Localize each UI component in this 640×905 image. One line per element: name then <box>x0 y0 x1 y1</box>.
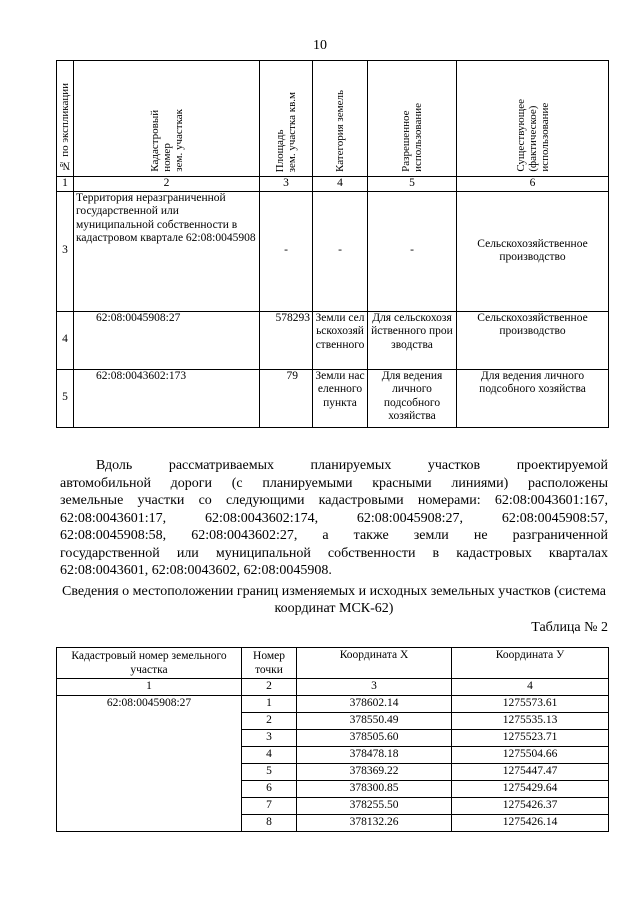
table1-colnum: 3 <box>260 177 313 192</box>
table-row <box>57 191 609 311</box>
area-cell: - <box>260 191 313 311</box>
table2-colnum: 1 <box>57 679 242 696</box>
paragraph-line: 62:08:0043601, 62:08:0043602, 62:08:0045908. <box>60 563 332 578</box>
table2-header-cell: Координата У <box>452 648 609 679</box>
cadastral-cell: Территория неразграниченной государственной или муниципальной собственности в кадастровом квартале 62:08:0045908 <box>74 191 260 311</box>
cadastral-cell: 62:08:0045908:27 <box>74 311 260 369</box>
coord-x: 378505.60 <box>297 730 452 747</box>
table2-colnum: 3 <box>297 679 452 696</box>
point-number: 2 <box>242 713 297 730</box>
cadastral-cell: 62:08:0045908:27 <box>57 696 242 832</box>
table-caption: Сведения о местоположении границ изменяемых и исходных земельных участков (система координат МСК-62) <box>62 584 606 616</box>
table2-header-cell: Номер точки <box>242 648 297 679</box>
explication-table <box>56 60 609 428</box>
body-paragraph <box>60 457 608 580</box>
point-number: 6 <box>242 781 297 798</box>
coord-x: 378550.49 <box>297 713 452 730</box>
table-row <box>57 369 609 427</box>
coord-x: 378602.14 <box>297 696 452 713</box>
table1-header-cell: Разрешенное использование <box>368 61 457 177</box>
coord-y: 1275426.14 <box>452 815 609 832</box>
table1-header-row <box>57 61 609 177</box>
permitted-use-cell: Для ведения личного подсобного хозяйства <box>368 369 457 427</box>
table1-header-cell: № по экспликации <box>57 61 74 177</box>
table1-colnum: 1 <box>57 177 74 192</box>
table2-header-cell: Кадастровый номер земельного участка <box>57 648 242 679</box>
category-cell: Земли населенного пункта <box>313 369 368 427</box>
row-number: 4 <box>57 311 74 369</box>
coord-x: 378369.22 <box>297 764 452 781</box>
permitted-use-cell: Для сельскохозяйственного производства <box>368 311 457 369</box>
coord-x: 378300.85 <box>297 781 452 798</box>
table2-header-row <box>57 648 609 679</box>
coord-x: 378255.50 <box>297 798 452 815</box>
point-number: 4 <box>242 747 297 764</box>
point-number: 3 <box>242 730 297 747</box>
coord-x: 378132.26 <box>297 815 452 832</box>
paragraph-line: земельные участки со следующими кадастровыми номерами: 62:08:0043601:167, <box>60 493 608 508</box>
row-number: 5 <box>57 369 74 427</box>
table1-header-cell: Существующее (фактическое) использование <box>457 61 609 177</box>
table2-colnum-row <box>57 679 609 696</box>
table-number: Таблица № 2 <box>531 620 608 635</box>
coord-y: 1275447.47 <box>452 764 609 781</box>
coord-y: 1275535.13 <box>452 713 609 730</box>
coord-y: 1275504.66 <box>452 747 609 764</box>
table1-colnum: 6 <box>457 177 609 192</box>
category-cell: - <box>313 191 368 311</box>
existing-use-cell: Сельскохозяйственное производство <box>457 191 609 311</box>
table1-header-cell: Кадастровый номер зем. участкак <box>74 61 260 177</box>
point-number: 8 <box>242 815 297 832</box>
point-number: 1 <box>242 696 297 713</box>
table2-colnum: 2 <box>242 679 297 696</box>
table2-colnum: 4 <box>452 679 609 696</box>
category-cell: Земли сельскохозяйственного <box>313 311 368 369</box>
paragraph-line: государственной или муниципальной собственности в кадастровых кварталах <box>60 545 608 561</box>
coord-x: 378478.18 <box>297 747 452 764</box>
point-number: 5 <box>242 764 297 781</box>
coord-y: 1275426.37 <box>452 798 609 815</box>
paragraph-line: 62:08:0043601:17, 62:08:0043602:174, 62:08:0045908:27, 62:08:0045908:57, <box>60 510 608 526</box>
coordinates-table <box>56 647 609 832</box>
area-cell: 578293 <box>260 311 313 369</box>
table1-colnum: 5 <box>368 177 457 192</box>
point-number: 7 <box>242 798 297 815</box>
existing-use-cell: Для ведения личного подсобного хозяйства <box>457 369 609 427</box>
permitted-use-cell: - <box>368 191 457 311</box>
cadastral-cell: 62:08:0043602:173 <box>74 369 260 427</box>
table-row <box>57 696 609 713</box>
row-number: 3 <box>57 191 74 311</box>
paragraph-line: 62:08:0045908:58, 62:08:0043602:27, а также земли не разграниченной <box>60 528 608 543</box>
paragraph-line: автомобильной дороги (с планируемыми красными линиями) расположены <box>60 475 608 491</box>
table1-colnum-row <box>57 177 609 192</box>
page-number: 10 <box>313 38 327 53</box>
coord-y: 1275429.64 <box>452 781 609 798</box>
table-row <box>57 311 609 369</box>
coord-y: 1275523.71 <box>452 730 609 747</box>
area-cell: 79 <box>260 369 313 427</box>
paragraph-line: Вдоль рассматриваемых планируемых участков проектируемой <box>96 458 608 473</box>
table1-colnum: 2 <box>74 177 260 192</box>
coord-y: 1275573.61 <box>452 696 609 713</box>
table1-header-cell: Площадь зем. участка кв.м <box>260 61 313 177</box>
table1-colnum: 4 <box>313 177 368 192</box>
table1-header-cell: Категория земель <box>313 61 368 177</box>
table2-header-cell: Координата X <box>297 648 452 679</box>
existing-use-cell: Сельскохозяйственное производство <box>457 311 609 369</box>
